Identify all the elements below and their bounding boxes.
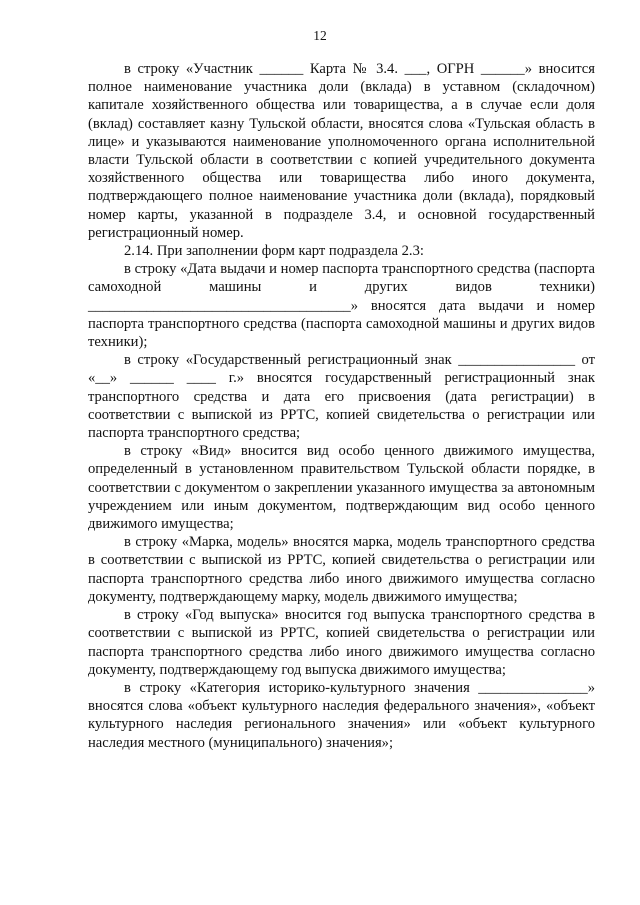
paragraph-participant-row: в строку «Участник ______ Карта № 3.4. ___, ОГРН ______» вносится полное наименование участника доли (вклада) в уставном (складочном) капитале хозяйственного общества или товарищества, а в случае если доля (вклад) составляет казну Тульской области, вносятся слова «Тульская область в лице» и указываются наименование уполномоченного органа исполнительной власти Тульской области в соответствии с копией учредительного документа хозяйственного общества или товарищества либо иного документа, подтверждающего полное наименование участника доли (вклада), порядковый номер карты, указанной в подразделе 3.4, и основной государственный регистрационный номер. [88, 61, 595, 241]
page-number: 12 [313, 28, 327, 43]
paragraph-section-2-14: 2.14. При заполнении форм карт подраздела 2.3: [124, 243, 424, 260]
paragraph-registration-sign: в строку «Государственный регистрационный знак ________________ от «__» ______ ____ г.» вносятся государственный регистрационный знак транспортного средства и дата его присвоения (дата регистрации) в соответствии с выпиской из РРТС, копией свидетельства о регистрации или паспорта транспортного средства; [88, 352, 595, 442]
document-body [88, 60, 595, 752]
paragraph-heritage-category: в строку «Категория историко-культурного значения _______________» вносятся слова «объект культурного наследия федерального значения», «объект культурного наследия регионального значения» или «объект культурного наследия местного (муниципального) значения»; [88, 679, 595, 751]
paragraph-type: в строку «Вид» вносится вид особо ценного движимого имущества, определенный в установленном правительством Тульской области порядке, в соответствии с документом о закреплении указанного имущества за автономным учреждением или иным документом, подтверждающим вид особо ценного движимого имущества; [88, 443, 595, 533]
paragraph-passport-date: в строку «Дата выдачи и номер паспорта транспортного средства (паспорта самоходной машины и других видов техники) ____________________________________» вносятся дата выдачи и номер паспорта транспортного средства (паспорта самоходной машины и других видов техники); [88, 261, 595, 351]
paragraph-year: в строку «Год выпуска» вносится год выпуска транспортного средства в соответствии с выпиской из РРТС, копией свидетельства о регистрации или паспорта транспортного средства либо иного движимого имущества согласно документу, подтверждающему год выпуска движимого имущества; [88, 607, 595, 678]
paragraph-make-model: в строку «Марка, модель» вносятся марка, модель транспортного средства в соответствии с выпиской из РРТС, копией свидетельства о регистрации или паспорта транспортного средства либо иного движимого имущества согласно документу, подтверждающему марку, модель движимого имущества; [88, 534, 595, 605]
